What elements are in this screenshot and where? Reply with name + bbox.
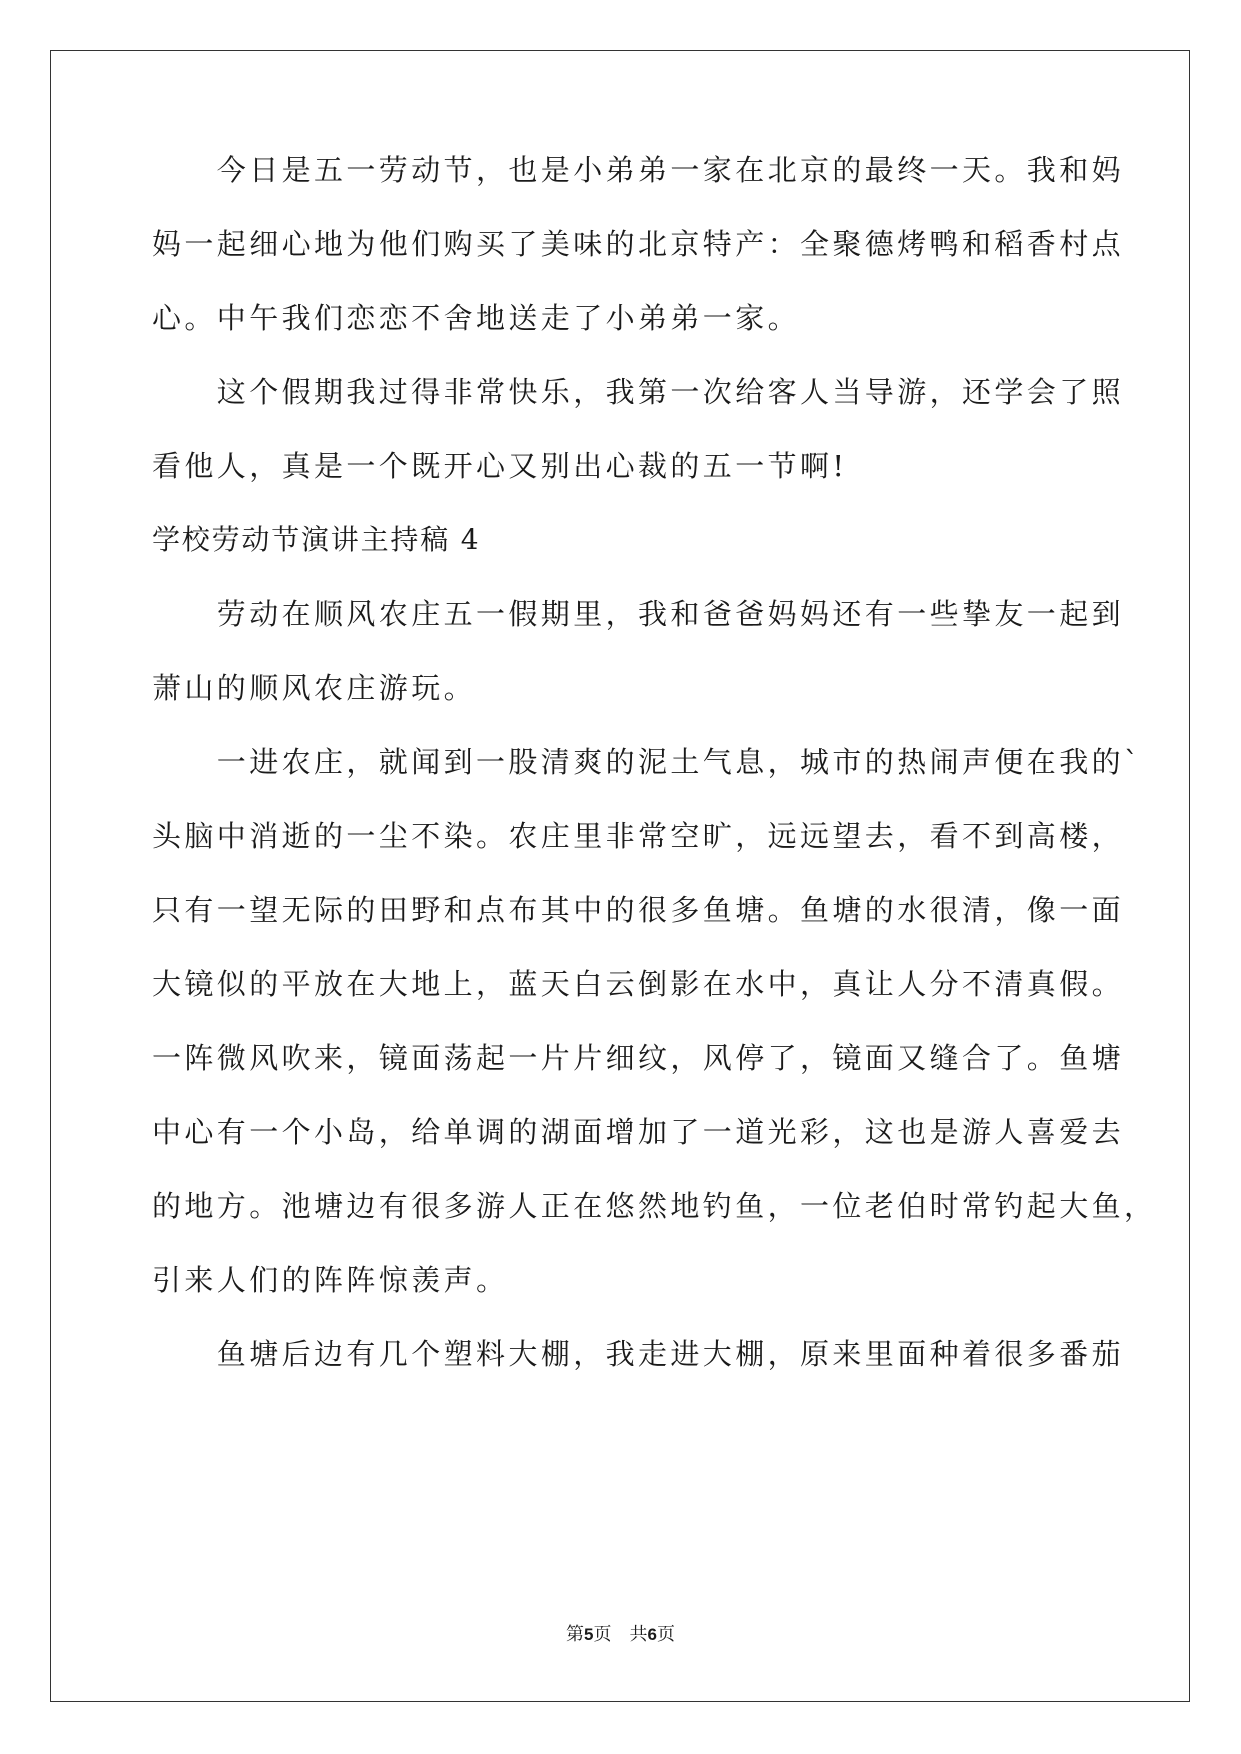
paragraph-line: 妈一起细心地为他们购买了美味的北京特产：全聚德烤鸭和稻香村点 (152, 227, 1125, 261)
paragraph-line: 心。中午我们恋恋不舍地送走了小弟弟一家。 (152, 301, 801, 335)
page-border (50, 50, 1190, 1702)
paragraph-line: 今日是五一劳动节，也是小弟弟一家在北京的最终一天。我和妈 (152, 153, 1125, 187)
paragraph-line: 的地方。池塘边有很多游人正在悠然地钓鱼，一位老伯时常钓起大鱼， (152, 1189, 1157, 1223)
paragraph-line: 引来人们的阵阵惊羡声。 (152, 1263, 509, 1297)
footer-page-word: 页 (593, 1624, 612, 1644)
paragraph-line: 中心有一个小岛，给单调的湖面增加了一道光彩，这也是游人喜爱去 (152, 1115, 1125, 1149)
paragraph-line: 只有一望无际的田野和点布其中的很多鱼塘。鱼塘的水很清，像一面 (152, 893, 1125, 927)
paragraph-line: 头脑中消逝的一尘不染。农庄里非常空旷，远远望去，看不到高楼， (152, 819, 1125, 853)
paragraph-line: 劳动在顺风农庄五一假期里，我和爸爸妈妈还有一些挚友一起到 (152, 597, 1125, 631)
current-page-number: 5 (584, 1625, 594, 1644)
footer-total-suffix: 页 (656, 1624, 675, 1644)
paragraph-line: 大镜似的平放在大地上，蓝天白云倒影在水中，真让人分不清真假。 (152, 967, 1125, 1001)
paragraph-line: 一阵微风吹来，镜面荡起一片片细纹，风停了，镜面又缝合了。鱼塘 (152, 1041, 1125, 1075)
paragraph-line: 一进农庄，就闻到一股清爽的泥土气息，城市的热闹声便在我的` (152, 745, 1142, 779)
paragraph-line: 这个假期我过得非常快乐，我第一次给客人当导游，还学会了照 (152, 375, 1125, 409)
paragraph-line: 萧山的顺风农庄游玩。 (152, 671, 477, 705)
footer-prefix: 第 (566, 1624, 585, 1644)
footer-total-prefix: 共 (629, 1624, 648, 1644)
section-heading: 学校劳动节演讲主持稿 4 (152, 523, 481, 556)
paragraph-line: 看他人，真是一个既开心又别出心裁的五一节啊! (152, 449, 848, 483)
page-footer (0, 1620, 1241, 1646)
paragraph-line: 鱼塘后边有几个塑料大棚，我走进大棚，原来里面种着很多番茄 (152, 1337, 1125, 1371)
total-pages-number: 6 (647, 1625, 657, 1644)
